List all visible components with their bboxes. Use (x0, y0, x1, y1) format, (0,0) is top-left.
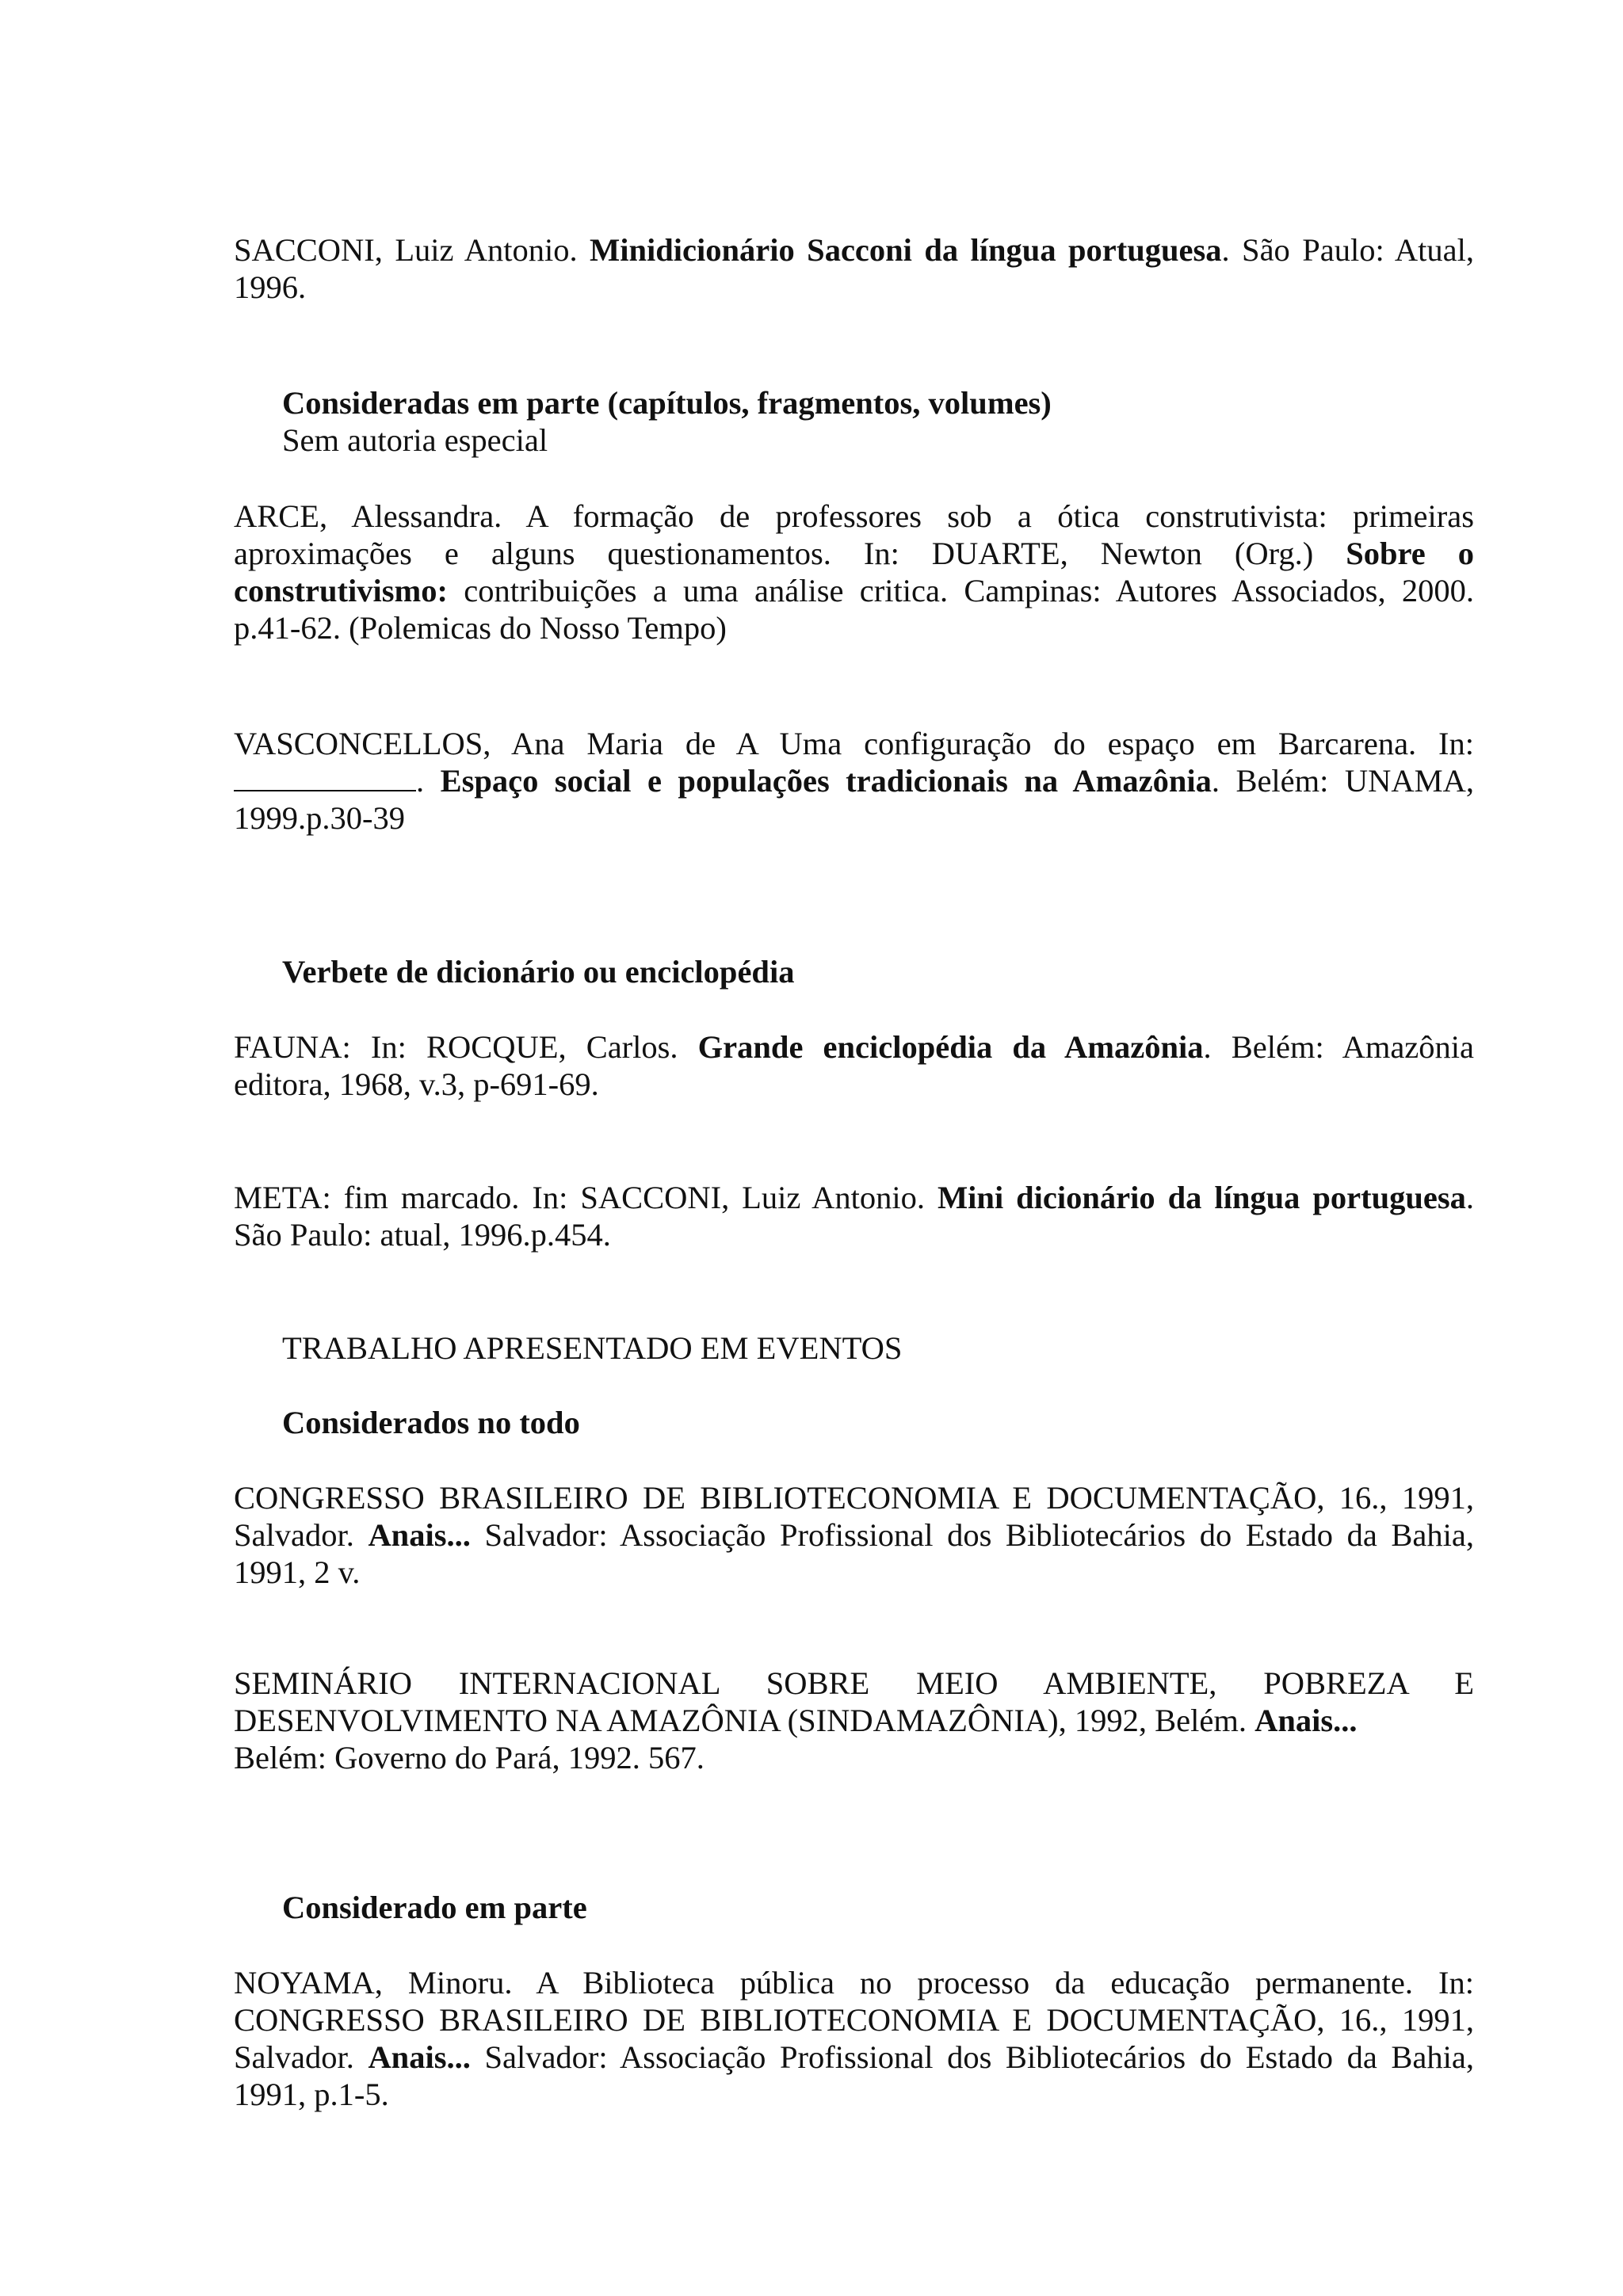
reference-line: CONGRESSO BRASILEIRO DE BIBLIOTECONOMIA E DOCUMENTAÇÃO, 16., 1991, (234, 2002, 1474, 2038)
reference-noyama (234, 1964, 1474, 2113)
reference-author: SACCONI, Luiz Antonio. (234, 232, 590, 268)
reference-vasconcellos (234, 725, 1474, 837)
reference-line: NOYAMA, Minoru. A Biblioteca pública no processo da educação permanente. In: (234, 1965, 1474, 2000)
reference-arce (234, 498, 1474, 646)
reference-line: Belém: Governo do Pará, 1992. 567. (234, 1740, 705, 1775)
reference-line (234, 572, 1474, 609)
reference-title: Sobre o (1346, 536, 1474, 571)
reference-text: . (1465, 1180, 1474, 1215)
reference-text: Salvador. (234, 1517, 369, 1553)
reference-text: . (416, 763, 441, 799)
reference-line: 1996. (234, 269, 307, 305)
reference-line (234, 535, 1474, 572)
reference-line (234, 762, 1474, 799)
section-subheading: Considerados no todo (282, 1405, 580, 1440)
reference-text: Salvador: Associação Profissional dos Bibliotecários do Estado da Bahia, (470, 1517, 1474, 1553)
section-heading: TRABALHO APRESENTADO EM EVENTOS (282, 1330, 903, 1366)
reference-text: DESENVOLVIMENTO NA AMAZÔNIA (SINDAMAZÔNIA), 1992, Belém. (234, 1703, 1255, 1738)
reference-sacconi (234, 231, 1474, 306)
section-heading-eventos (282, 1329, 1471, 1367)
reference-line: VASCONCELLOS, Ana Maria de A Uma configuração do espaço em Barcarena. In: (234, 726, 1474, 761)
section-heading: Verbete de dicionário ou enciclopédia (282, 954, 795, 990)
section-heading-verbete (282, 953, 1471, 990)
section-subheading-todo (282, 1404, 1471, 1441)
author-repeat-underline (234, 766, 416, 791)
reference-title: Anais... (368, 1517, 471, 1553)
section-heading-parte (282, 384, 1471, 459)
reference-text: . Belém: UNAMA, (1211, 763, 1474, 799)
reference-text: contribuições a uma análise critica. Campinas: Autores Associados, 2000. (447, 573, 1474, 608)
reference-line: São Paulo: atual, 1996.p.454. (234, 1217, 611, 1253)
reference-line: 1999.p.30-39 (234, 800, 405, 836)
reference-title: construtivismo: (234, 573, 448, 608)
reference-line: editora, 1968, v.3, p-691-69. (234, 1066, 599, 1102)
reference-line (234, 231, 1474, 269)
reference-title: Minidicionário Sacconi da língua portuguesa (590, 232, 1222, 268)
reference-text: FAUNA: In: ROCQUE, Carlos. (234, 1029, 698, 1065)
reference-text: . São Paulo: Atual, (1221, 232, 1474, 268)
reference-congresso (234, 1479, 1474, 1591)
section-subheading: Sem autoria especial (282, 422, 548, 458)
section-heading: Consideradas em parte (capítulos, fragmentos, volumes) (282, 385, 1052, 421)
reference-text: Salvador: Associação Profissional dos Bibliotecários do Estado da Bahia, (470, 2039, 1474, 2075)
reference-line (234, 1028, 1474, 1066)
reference-line: SEMINÁRIO INTERNACIONAL SOBRE MEIO AMBIENTE, POBREZA E (234, 1665, 1474, 1701)
reference-line: p.41-62. (Polemicas do Nosso Tempo) (234, 610, 727, 646)
reference-seminario (234, 1665, 1474, 1776)
reference-text: Salvador. (234, 2039, 369, 2075)
section-heading-considerado-parte (282, 1889, 1471, 1926)
reference-fauna (234, 1028, 1474, 1103)
reference-title: Anais... (1254, 1703, 1358, 1738)
reference-title: Espaço social e populações tradicionais na Amazônia (440, 763, 1212, 799)
reference-line (234, 2039, 1474, 2076)
reference-title: Mini dicionário da língua portuguesa (937, 1180, 1466, 1215)
reference-line (234, 1516, 1474, 1554)
reference-text: aproximações e alguns questionamentos. In: DUARTE, Newton (Org.) (234, 536, 1346, 571)
section-heading: Considerado em parte (282, 1890, 587, 1925)
reference-line: 1991, p.1-5. (234, 2077, 389, 2112)
reference-text: . Belém: Amazônia (1203, 1029, 1474, 1065)
reference-title: Grande enciclopédia da Amazônia (697, 1029, 1204, 1065)
reference-text: META: fim marcado. In: SACCONI, Luiz Antonio. (234, 1180, 938, 1215)
reference-meta (234, 1179, 1474, 1253)
reference-title: Anais... (368, 2039, 471, 2075)
reference-line: CONGRESSO BRASILEIRO DE BIBLIOTECONOMIA E DOCUMENTAÇÃO, 16., 1991, (234, 1480, 1474, 1516)
reference-line (234, 1702, 1474, 1739)
reference-line: 1991, 2 v. (234, 1554, 361, 1590)
reference-line: ARCE, Alessandra. A formação de professores sob a ótica construtivista: primeiras (234, 498, 1474, 534)
reference-line (234, 1179, 1474, 1216)
